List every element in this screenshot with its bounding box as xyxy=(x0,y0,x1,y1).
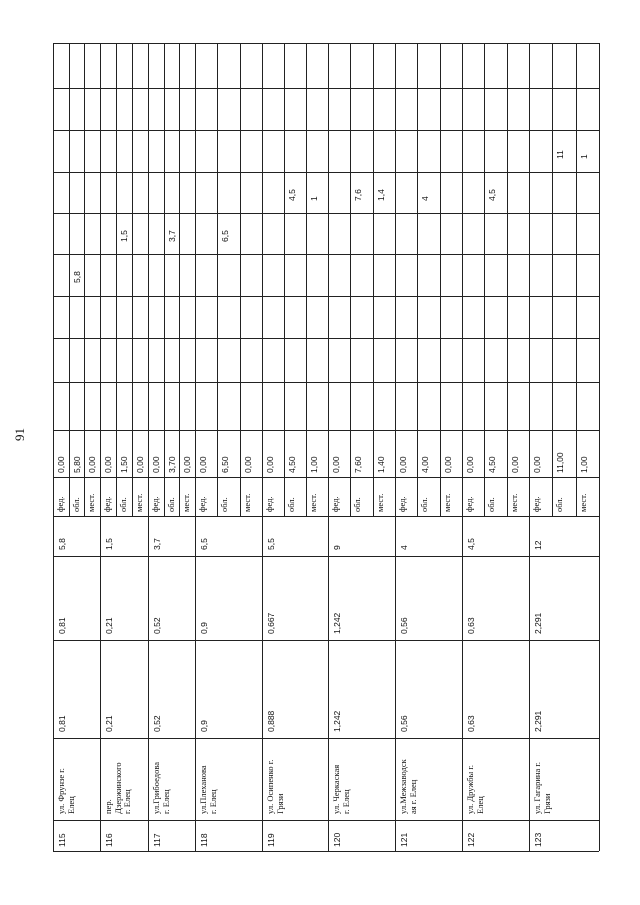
row-separator xyxy=(328,43,329,851)
budget-level: обл. xyxy=(118,497,128,512)
length-total: 0,81 xyxy=(57,715,67,732)
year-amount: 1,5 xyxy=(119,229,129,242)
column-separator xyxy=(53,254,599,255)
row-number: 121 xyxy=(399,832,409,847)
budget-level: обл. xyxy=(219,497,230,512)
row-separator xyxy=(395,43,396,851)
row-number: 120 xyxy=(332,832,342,847)
row-number: 119 xyxy=(266,833,276,847)
sub-row-separator xyxy=(507,43,508,516)
year-amount: 1,4 xyxy=(375,188,386,201)
budget-level: фед. xyxy=(531,496,541,512)
street-name: ул.Межзаводск ая г. Елец xyxy=(398,759,418,814)
cost-total: 6,5 xyxy=(199,538,209,550)
sub-row-separator xyxy=(179,43,180,516)
column-separator xyxy=(53,640,599,641)
sub-row-separator xyxy=(69,43,70,516)
year-amount: 3,7 xyxy=(166,229,177,242)
budget-amount: 0,00 xyxy=(198,456,208,473)
column-separator xyxy=(53,88,599,89)
budget-level: обл. xyxy=(165,497,176,512)
street-name: ул. Осипенко г. Грязи xyxy=(265,759,285,814)
sub-row-separator xyxy=(552,43,553,516)
street-name: ул. Черкаская г. Елец xyxy=(331,764,351,814)
sub-row-separator xyxy=(417,43,418,516)
budget-amount: 1,00 xyxy=(578,456,589,473)
length-repair: 0,56 xyxy=(399,617,409,634)
budget-amount: 0,00 xyxy=(442,456,453,473)
budget-level: мест. xyxy=(86,493,97,512)
length-total: 2,291 xyxy=(533,710,543,732)
year-amount: 4 xyxy=(420,195,431,201)
sub-row-separator xyxy=(350,43,351,516)
column-separator xyxy=(53,738,599,739)
budget-level: мест. xyxy=(308,493,318,512)
street-name: ул. Дружбы г. Елец xyxy=(465,764,485,814)
column-separator xyxy=(53,172,599,173)
column-separator xyxy=(53,516,599,517)
street-name: ул.Грибоедова г. Елец xyxy=(151,761,171,814)
row-number: 123 xyxy=(533,832,543,847)
page-number: 91 xyxy=(12,428,27,441)
column-separator xyxy=(53,556,599,557)
street-name: ул. Фрунзе г. Елец xyxy=(56,768,76,814)
year-amount: 6,5 xyxy=(220,229,231,242)
length-total: 0,21 xyxy=(104,715,114,732)
budget-amount: 0,00 xyxy=(182,456,193,473)
budget-amount: 4,50 xyxy=(287,456,297,473)
cost-total: 9 xyxy=(332,545,342,550)
cost-total: 3,7 xyxy=(152,538,162,550)
column-separator xyxy=(53,296,599,297)
budget-amount: 0,00 xyxy=(135,456,145,473)
cost-total: 5,8 xyxy=(57,538,67,550)
length-repair: 2,291 xyxy=(533,612,543,634)
row-separator xyxy=(148,43,149,851)
length-total: 0,56 xyxy=(399,715,409,732)
budget-level: мест. xyxy=(577,493,588,512)
cost-total: 1,5 xyxy=(104,538,114,550)
row-number: 117 xyxy=(152,833,162,847)
budget-amount: 0,00 xyxy=(532,456,542,473)
budget-level: фед. xyxy=(464,496,474,512)
row-separator xyxy=(195,43,196,851)
budget-amount: 0,00 xyxy=(103,456,113,473)
length-repair: 0,21 xyxy=(104,617,114,634)
row-separator xyxy=(462,43,463,851)
budget-level: обл. xyxy=(70,497,81,512)
budget-amount: 7,60 xyxy=(353,456,364,473)
budget-level: обл. xyxy=(486,497,497,512)
budget-amount: 6,50 xyxy=(220,456,231,473)
length-repair: 0,667 xyxy=(266,612,276,634)
budget-level: мест. xyxy=(181,493,192,512)
budget-level: мест. xyxy=(134,493,144,512)
year-amount: 5,8 xyxy=(71,271,82,283)
length-total: 0,52 xyxy=(152,715,162,732)
table-border-left xyxy=(53,43,54,851)
street-name: пер. Дзержинского г. Елец xyxy=(103,762,132,814)
budget-amount: 0,00 xyxy=(56,456,66,473)
column-separator xyxy=(53,130,599,131)
row-number: 122 xyxy=(466,832,476,847)
cost-total: 12 xyxy=(533,540,543,550)
street-name: ул. Гагарина г. Грязи xyxy=(532,761,552,814)
budget-level: обл. xyxy=(419,497,430,512)
sub-row-separator xyxy=(306,43,307,516)
budget-level: фед. xyxy=(150,496,160,512)
length-repair: 0,52 xyxy=(152,617,162,634)
budget-level: фед. xyxy=(264,496,274,512)
row-number: 118 xyxy=(199,833,209,847)
budget-amount: 0,00 xyxy=(465,456,475,473)
budget-level: мест. xyxy=(374,493,385,512)
budget-amount: 0,00 xyxy=(242,456,253,473)
column-separator xyxy=(53,338,599,339)
sub-row-separator xyxy=(440,43,441,516)
year-amount: 1 xyxy=(309,195,319,201)
sub-row-separator xyxy=(116,43,117,516)
table-border-right xyxy=(599,43,600,851)
budget-level: мест. xyxy=(241,493,252,512)
sub-row-separator xyxy=(576,43,577,516)
budget-level: обл. xyxy=(554,497,565,512)
length-total: 0,63 xyxy=(466,715,476,732)
budget-amount: 0,00 xyxy=(265,456,275,473)
budget-level: фед. xyxy=(330,496,340,512)
length-repair: 0,63 xyxy=(466,617,476,634)
length-repair: 1,242 xyxy=(332,612,342,634)
budget-level: фед. xyxy=(102,496,112,512)
budget-amount: 4,00 xyxy=(420,456,431,473)
row-number: 116 xyxy=(104,833,114,847)
budget-amount: 0,00 xyxy=(398,456,408,473)
budget-level: фед. xyxy=(397,496,407,512)
cost-total: 4,5 xyxy=(466,538,476,550)
budget-amount: 0,00 xyxy=(331,456,341,473)
sub-row-separator xyxy=(373,43,374,516)
length-repair: 0,9 xyxy=(199,622,209,634)
sub-row-separator xyxy=(284,43,285,516)
column-separator xyxy=(53,820,599,821)
row-separator xyxy=(262,43,263,851)
column-separator xyxy=(53,430,599,431)
budget-amount: 0,00 xyxy=(87,456,98,473)
table-border-bottom xyxy=(53,851,599,852)
column-separator xyxy=(53,213,599,214)
cost-total: 5,5 xyxy=(266,538,276,550)
row-separator xyxy=(529,43,530,851)
sub-row-separator xyxy=(84,43,85,516)
budget-amount: 11,00 xyxy=(555,452,566,473)
length-repair: 0,81 xyxy=(57,617,67,634)
budget-level: обл. xyxy=(286,497,296,512)
row-separator xyxy=(100,43,101,851)
table-border-top xyxy=(53,43,599,44)
row-number: 115 xyxy=(57,833,67,847)
year-amount: 4,5 xyxy=(487,188,498,201)
column-separator xyxy=(53,382,599,383)
budget-amount: 3,70 xyxy=(166,456,177,473)
year-amount: 7,6 xyxy=(353,188,364,201)
budget-amount: 5,80 xyxy=(71,456,82,473)
budget-amount: 1,40 xyxy=(375,456,386,473)
sub-row-separator xyxy=(240,43,241,516)
budget-amount: 4,50 xyxy=(487,456,498,473)
budget-level: мест. xyxy=(508,493,519,512)
budget-level: мест. xyxy=(441,493,452,512)
length-total: 0,9 xyxy=(199,720,209,732)
budget-level: фед. xyxy=(197,496,207,512)
budget-amount: 1,50 xyxy=(119,456,129,473)
budget-amount: 1,00 xyxy=(309,456,319,473)
year-amount: 11 xyxy=(555,150,566,159)
year-amount: 1 xyxy=(578,154,589,159)
sub-row-separator xyxy=(164,43,165,516)
length-total: 0,888 xyxy=(266,710,276,732)
cost-total: 4 xyxy=(399,545,409,550)
length-total: 1,242 xyxy=(332,710,342,732)
street-name: ул.Плеханова г. Елец xyxy=(198,765,218,814)
budget-amount: 0,00 xyxy=(509,456,520,473)
sub-row-separator xyxy=(132,43,133,516)
budget-level: обл. xyxy=(352,497,363,512)
year-amount: 4,5 xyxy=(287,188,297,201)
sub-row-separator xyxy=(217,43,218,516)
column-separator xyxy=(53,477,599,478)
sub-row-separator xyxy=(484,43,485,516)
budget-amount: 0,00 xyxy=(151,456,161,473)
budget-level: фед. xyxy=(55,496,65,512)
